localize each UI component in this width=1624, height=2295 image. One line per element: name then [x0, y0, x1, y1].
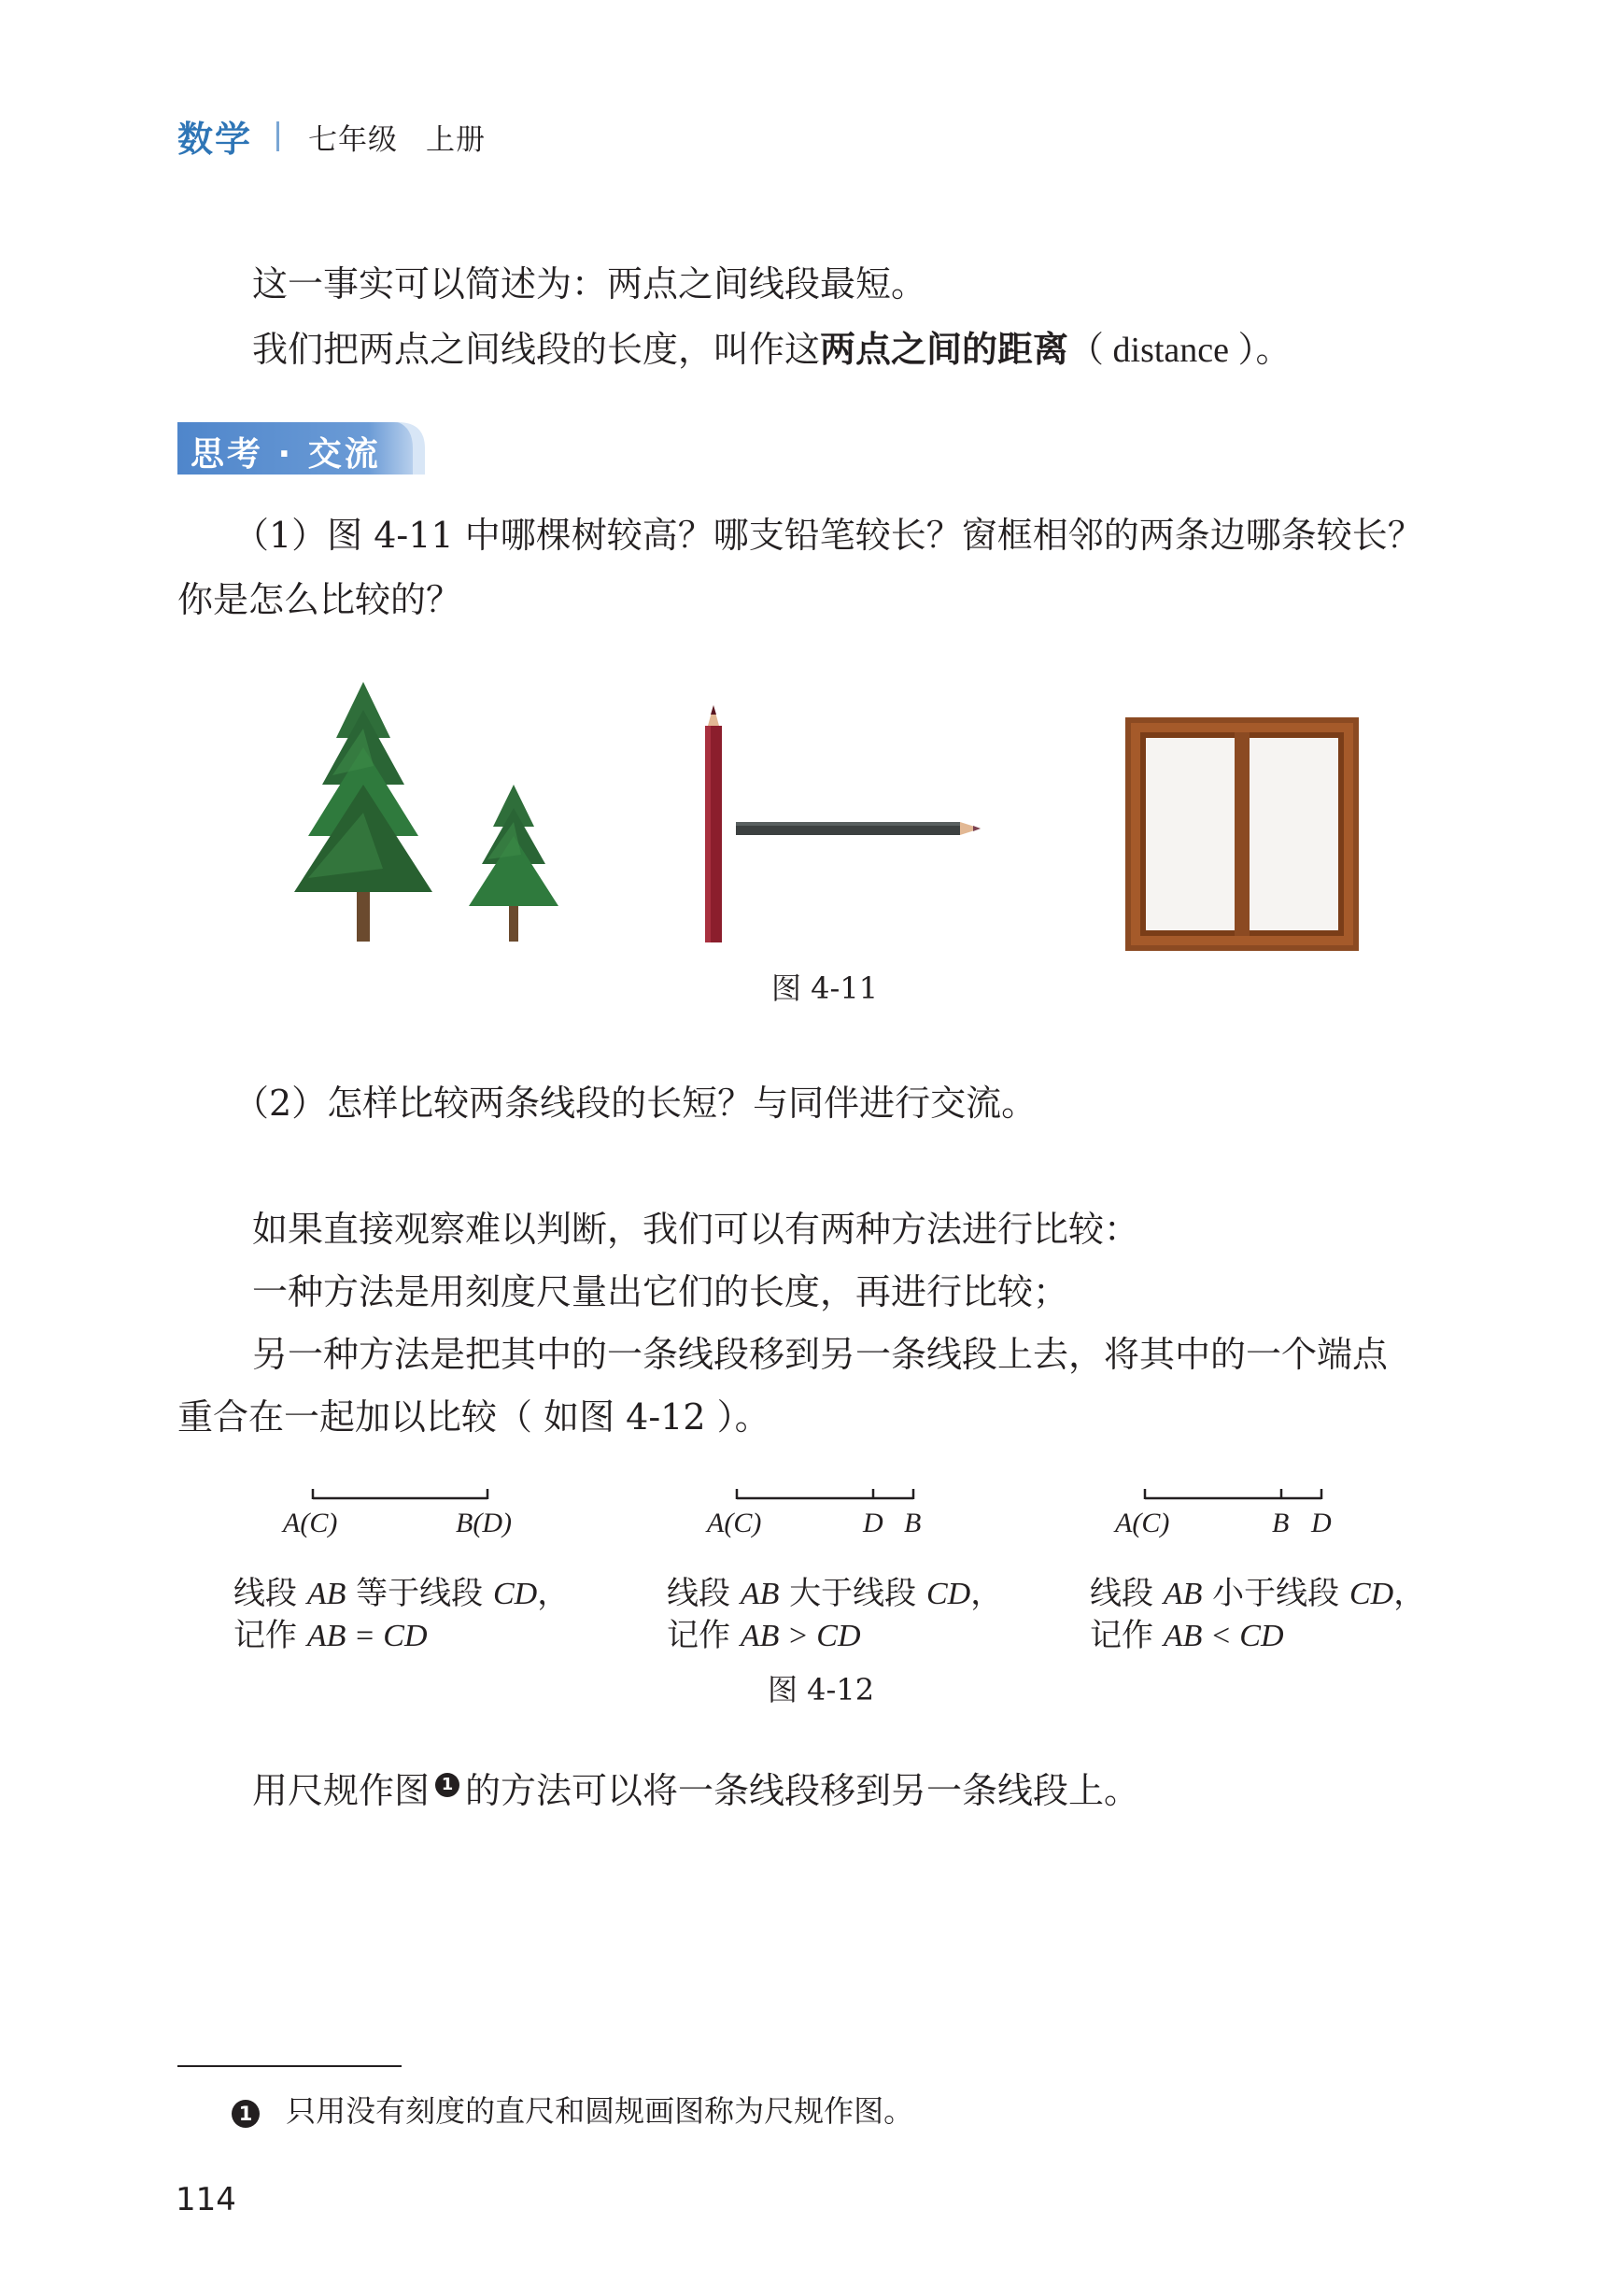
- window-frame-illustration: [1125, 717, 1359, 951]
- segment-greater-diagram: [737, 1489, 913, 1499]
- intro-line-2-start: 我们把两点之间线段的长度，叫作这: [252, 329, 821, 370]
- case-2-right-label: B: [904, 1508, 922, 1538]
- case-1-right-label: B(D): [456, 1508, 512, 1538]
- case-3-line-1: 线段 AB 小于线段 CD，: [1090, 1575, 1426, 1612]
- methods-line-2: 一种方法是用刻度尺量出它们的长度，再进行比较；: [252, 1271, 1069, 1312]
- question-1-line-1: （1）图 4-11 中哪棵树较高？哪支铅笔较长？窗框相邻的两条边哪条较长？: [233, 515, 1423, 556]
- footnote-marker-icon: 1: [232, 2100, 260, 2128]
- case-2-left-label: A(C): [707, 1508, 762, 1538]
- case-2-mid-label: D: [863, 1508, 883, 1538]
- pencils-illustration: [700, 705, 1009, 948]
- short-tree-icon: [469, 785, 558, 942]
- case-1-description: [233, 1573, 569, 1657]
- methods-line-4: 重合在一起加以比较（ 如图 4-12 ）。: [177, 1396, 770, 1438]
- case-1-line-2: 记作 AB = CD: [233, 1617, 428, 1654]
- footnote-reference-icon[interactable]: 1: [435, 1773, 459, 1797]
- case-3-left-label: A(C): [1115, 1508, 1170, 1538]
- header-separator: [276, 121, 279, 151]
- case-1-left-label: A(C): [283, 1508, 338, 1538]
- case-1-line-1: 线段 AB 等于线段 CD，: [233, 1575, 570, 1612]
- header-grade: [308, 116, 514, 158]
- footnote: [232, 2092, 913, 2130]
- vertical-pencil-icon: [705, 705, 722, 942]
- methods-line-3: 另一种方法是把其中的一条线段移到另一条线段上去，将其中的一个端点: [252, 1334, 1389, 1375]
- intro-line-2: [252, 327, 1292, 373]
- footnote-text: 只用没有刻度的直尺和圆规画图称为尺规作图。: [286, 2093, 914, 2129]
- question-1-line-2: 你是怎么比较的？: [177, 579, 462, 620]
- case-2-line-2: 记作 AB > CD: [667, 1617, 861, 1654]
- case-3-right-label: D: [1311, 1508, 1332, 1538]
- case-3-line-2: 记作 AB < CD: [1090, 1617, 1284, 1654]
- header-subject: 数学: [177, 119, 253, 160]
- page-number: 114: [176, 2181, 236, 2218]
- trees-illustration: [271, 673, 579, 953]
- segment-equal-diagram: [313, 1489, 487, 1499]
- case-2-description: [667, 1573, 1002, 1657]
- case-2-line-1: 线段 AB 大于线段 CD，: [667, 1575, 1003, 1612]
- methods-line-1: 如果直接观察难以判断，我们可以有两种方法进行比较：: [252, 1209, 1140, 1250]
- intro-line-2-end: （ distance ）。: [1068, 331, 1292, 370]
- tall-tree-icon: [294, 682, 432, 942]
- banner-title: 思考 · 交流: [191, 435, 381, 474]
- segment-less-diagram: [1145, 1489, 1321, 1499]
- section-banner: [177, 422, 425, 475]
- intro-line-1: 这一事实可以简述为：两点之间线段最短。: [252, 263, 927, 305]
- horizontal-pencil-icon: [736, 822, 981, 835]
- ruler-compass-sentence: 用尺规作图 1 的方法可以将一条线段移到另一条线段上。: [252, 1770, 1140, 1811]
- header-grade-text: 七年级: [308, 123, 398, 157]
- case-3-description: [1090, 1573, 1425, 1657]
- header-volume-text: 上册: [426, 123, 486, 157]
- figure-4-11-caption: 图 4-11: [771, 970, 879, 1006]
- question-2: （2）怎样比较两条线段的长短？与同伴进行交流。: [233, 1083, 1038, 1124]
- distance-term: 两点之间的距离: [820, 329, 1069, 370]
- segment-diagrams: [280, 1483, 1363, 1511]
- case-3-mid-label: B: [1272, 1508, 1290, 1538]
- footnote-divider: [177, 2065, 402, 2067]
- figure-4-12-caption: 图 4-12: [768, 1672, 875, 1707]
